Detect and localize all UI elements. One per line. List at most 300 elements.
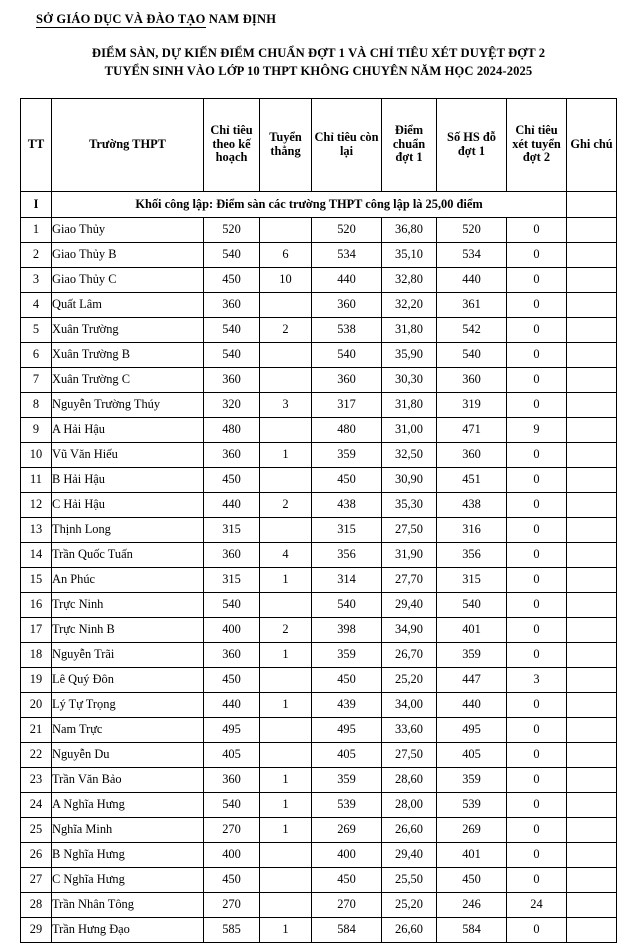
column-header-quota2: Chỉ tiêu xét tuyển đợt 2 [507, 98, 567, 191]
cell-plan-quota: 540 [204, 592, 260, 617]
cell-cutoff-score: 29,40 [382, 592, 437, 617]
cell-remaining-quota: 356 [312, 542, 382, 567]
cell-remaining-quota: 398 [312, 617, 382, 642]
cell-round2-quota: 0 [507, 492, 567, 517]
cell-cutoff-score: 27,70 [382, 567, 437, 592]
column-header-note: Ghi chú [567, 98, 617, 191]
cell-students-passed: 359 [437, 767, 507, 792]
cell-students-passed: 269 [437, 817, 507, 842]
cell-school-name: Quất Lâm [52, 292, 204, 317]
column-header-passed: Số HS đỗ đợt 1 [437, 98, 507, 191]
cell-note [567, 417, 617, 442]
cell-students-passed: 542 [437, 317, 507, 342]
cell-cutoff-score: 25,50 [382, 867, 437, 892]
cell-remaining-quota: 450 [312, 667, 382, 692]
cell-direct-admission [260, 592, 312, 617]
cell-school-name: C Hải Hậu [52, 492, 204, 517]
cell-plan-quota: 540 [204, 792, 260, 817]
cell-school-name: Lý Tự Trọng [52, 692, 204, 717]
cell-direct-admission: 1 [260, 442, 312, 467]
table-body [21, 191, 617, 942]
cell-direct-admission: 4 [260, 542, 312, 567]
cell-remaining-quota: 405 [312, 742, 382, 767]
cell-students-passed: 360 [437, 367, 507, 392]
cell-plan-quota: 360 [204, 642, 260, 667]
cell-school-name: Xuân Trường B [52, 342, 204, 367]
cell-cutoff-score: 27,50 [382, 742, 437, 767]
table-row [21, 592, 617, 617]
cell-students-passed: 315 [437, 567, 507, 592]
cell-tt: 17 [21, 617, 52, 642]
table-row [21, 742, 617, 767]
cell-tt: 22 [21, 742, 52, 767]
cell-tt: 5 [21, 317, 52, 342]
cell-direct-admission: 2 [260, 492, 312, 517]
section-row [21, 191, 617, 217]
cell-direct-admission [260, 367, 312, 392]
cell-note [567, 917, 617, 942]
cell-round2-quota: 0 [507, 442, 567, 467]
cell-tt: 6 [21, 342, 52, 367]
cell-round2-quota: 0 [507, 542, 567, 567]
cell-round2-quota: 0 [507, 842, 567, 867]
cell-direct-admission [260, 742, 312, 767]
cell-tt: 20 [21, 692, 52, 717]
document-title-line-1: ĐIỂM SÀN, DỰ KIẾN ĐIỂM CHUẨN ĐỢT 1 VÀ CHỈ TIÊU XÉT DUYỆT ĐỢT 2 [91, 46, 546, 60]
cell-students-passed: 440 [437, 692, 507, 717]
cell-school-name: C Nghĩa Hưng [52, 867, 204, 892]
cell-direct-admission [260, 217, 312, 242]
cell-remaining-quota: 540 [312, 592, 382, 617]
table-row [21, 442, 617, 467]
cell-plan-quota: 450 [204, 267, 260, 292]
cell-school-name: Trần Quốc Tuấn [52, 542, 204, 567]
cell-students-passed: 319 [437, 392, 507, 417]
cell-plan-quota: 520 [204, 217, 260, 242]
cell-students-passed: 246 [437, 892, 507, 917]
cell-tt: 24 [21, 792, 52, 817]
cell-students-passed: 447 [437, 667, 507, 692]
table-row [21, 892, 617, 917]
cell-note [567, 517, 617, 542]
cell-direct-admission [260, 842, 312, 867]
cell-tt: 19 [21, 667, 52, 692]
cell-direct-admission: 1 [260, 917, 312, 942]
cell-round2-quota: 0 [507, 342, 567, 367]
cell-direct-admission [260, 517, 312, 542]
cell-cutoff-score: 28,60 [382, 767, 437, 792]
table-row [21, 492, 617, 517]
cell-school-name: An Phúc [52, 567, 204, 592]
cell-students-passed: 440 [437, 267, 507, 292]
cell-students-passed: 539 [437, 792, 507, 817]
cell-direct-admission: 1 [260, 567, 312, 592]
table-row [21, 517, 617, 542]
cell-cutoff-score: 26,60 [382, 817, 437, 842]
table-row [21, 217, 617, 242]
cell-remaining-quota: 534 [312, 242, 382, 267]
column-header-plan: Chỉ tiêu theo kế hoạch [204, 98, 260, 191]
issuing-authority-underlined: SỞ GIÁO DỤC VÀ ĐÀO TẠO [36, 12, 206, 26]
cell-remaining-quota: 439 [312, 692, 382, 717]
cell-students-passed: 495 [437, 717, 507, 742]
table-row [21, 917, 617, 942]
section-index: I [21, 191, 52, 217]
cell-remaining-quota: 359 [312, 442, 382, 467]
cell-note [567, 567, 617, 592]
cell-tt: 8 [21, 392, 52, 417]
cell-cutoff-score: 32,50 [382, 442, 437, 467]
cell-remaining-quota: 359 [312, 642, 382, 667]
cell-remaining-quota: 400 [312, 842, 382, 867]
cell-round2-quota: 0 [507, 592, 567, 617]
cell-direct-admission: 1 [260, 817, 312, 842]
cell-students-passed: 401 [437, 617, 507, 642]
cell-direct-admission: 10 [260, 267, 312, 292]
cell-note [567, 767, 617, 792]
cell-tt: 28 [21, 892, 52, 917]
cell-tt: 11 [21, 467, 52, 492]
cell-note [567, 692, 617, 717]
cell-school-name: Nguyễn Trãi [52, 642, 204, 667]
cell-cutoff-score: 34,00 [382, 692, 437, 717]
cell-cutoff-score: 35,90 [382, 342, 437, 367]
cell-students-passed: 360 [437, 442, 507, 467]
cell-cutoff-score: 36,80 [382, 217, 437, 242]
cell-plan-quota: 440 [204, 492, 260, 517]
cell-round2-quota: 0 [507, 717, 567, 742]
cell-school-name: A Nghĩa Hưng [52, 792, 204, 817]
cell-direct-admission [260, 342, 312, 367]
cell-direct-admission [260, 667, 312, 692]
cell-school-name: Vũ Văn Hiếu [52, 442, 204, 467]
cell-remaining-quota: 315 [312, 517, 382, 542]
cell-tt: 7 [21, 367, 52, 392]
cell-note [567, 217, 617, 242]
cell-students-passed: 451 [437, 467, 507, 492]
cell-remaining-quota: 584 [312, 917, 382, 942]
issuing-authority [0, 0, 637, 27]
cell-direct-admission: 3 [260, 392, 312, 417]
cell-note [567, 267, 617, 292]
column-header-remain: Chỉ tiêu còn lại [312, 98, 382, 191]
cell-note [567, 292, 617, 317]
cell-round2-quota: 0 [507, 817, 567, 842]
cell-note [567, 667, 617, 692]
cell-plan-quota: 315 [204, 517, 260, 542]
cell-school-name: Thịnh Long [52, 517, 204, 542]
cell-plan-quota: 405 [204, 742, 260, 767]
column-header-tt: TT [21, 98, 52, 191]
cell-round2-quota: 0 [507, 617, 567, 642]
cell-note [567, 892, 617, 917]
cell-plan-quota: 450 [204, 867, 260, 892]
cell-direct-admission [260, 867, 312, 892]
cell-school-name: B Hải Hậu [52, 467, 204, 492]
cell-school-name: Lê Quý Đôn [52, 667, 204, 692]
cell-school-name: Xuân Trường C [52, 367, 204, 392]
table-row [21, 842, 617, 867]
cell-cutoff-score: 26,70 [382, 642, 437, 667]
table-head [21, 98, 617, 191]
cell-tt: 2 [21, 242, 52, 267]
cell-direct-admission: 1 [260, 767, 312, 792]
cell-tt: 16 [21, 592, 52, 617]
cell-remaining-quota: 538 [312, 317, 382, 342]
cell-direct-admission [260, 467, 312, 492]
cell-students-passed: 401 [437, 842, 507, 867]
cell-remaining-quota: 360 [312, 367, 382, 392]
cell-school-name: Nghĩa Minh [52, 817, 204, 842]
column-header-score: Điểm chuẩn đợt 1 [382, 98, 437, 191]
cell-tt: 13 [21, 517, 52, 542]
cell-plan-quota: 440 [204, 692, 260, 717]
table-row [21, 667, 617, 692]
cell-remaining-quota: 270 [312, 892, 382, 917]
cell-direct-admission: 2 [260, 617, 312, 642]
cell-students-passed: 356 [437, 542, 507, 567]
cell-students-passed: 405 [437, 742, 507, 767]
cell-cutoff-score: 33,60 [382, 717, 437, 742]
cell-round2-quota: 9 [507, 417, 567, 442]
cell-cutoff-score: 25,20 [382, 892, 437, 917]
table-row [21, 392, 617, 417]
cell-round2-quota: 0 [507, 467, 567, 492]
cell-note [567, 492, 617, 517]
cell-students-passed: 471 [437, 417, 507, 442]
cell-note [567, 742, 617, 767]
table-row [21, 242, 617, 267]
cell-direct-admission: 1 [260, 692, 312, 717]
cell-school-name: Giao Thủy [52, 217, 204, 242]
cell-round2-quota: 0 [507, 267, 567, 292]
cell-note [567, 317, 617, 342]
cell-round2-quota: 0 [507, 292, 567, 317]
document-title-line-2: TUYỂN SINH VÀO LỚP 10 THPT KHÔNG CHUYÊN NĂM HỌC 2024-2025 [104, 64, 533, 79]
cell-direct-admission [260, 292, 312, 317]
cell-tt: 29 [21, 917, 52, 942]
cell-plan-quota: 540 [204, 342, 260, 367]
table-row [21, 767, 617, 792]
cell-school-name: Nguyễn Trường Thúy [52, 392, 204, 417]
cell-note [567, 842, 617, 867]
cell-direct-admission: 6 [260, 242, 312, 267]
cell-school-name: Trực Ninh [52, 592, 204, 617]
cell-tt: 9 [21, 417, 52, 442]
cell-school-name: Giao Thủy C [52, 267, 204, 292]
cell-remaining-quota: 495 [312, 717, 382, 742]
cell-note [567, 342, 617, 367]
cell-remaining-quota: 520 [312, 217, 382, 242]
cell-direct-admission [260, 717, 312, 742]
cell-school-name: Trần Nhân Tông [52, 892, 204, 917]
cell-remaining-quota: 450 [312, 467, 382, 492]
cell-plan-quota: 540 [204, 242, 260, 267]
cell-plan-quota: 360 [204, 292, 260, 317]
cell-direct-admission: 1 [260, 792, 312, 817]
admission-table [20, 98, 617, 943]
table-header-row [21, 98, 617, 191]
cell-school-name: Trần Văn Bảo [52, 767, 204, 792]
cell-school-name: Nguyễn Du [52, 742, 204, 767]
cell-note [567, 442, 617, 467]
cell-students-passed: 540 [437, 592, 507, 617]
cell-round2-quota: 0 [507, 867, 567, 892]
cell-tt: 14 [21, 542, 52, 567]
cell-plan-quota: 270 [204, 817, 260, 842]
cell-tt: 23 [21, 767, 52, 792]
cell-note [567, 542, 617, 567]
cell-remaining-quota: 440 [312, 267, 382, 292]
cell-round2-quota: 0 [507, 792, 567, 817]
cell-tt: 12 [21, 492, 52, 517]
cell-plan-quota: 360 [204, 767, 260, 792]
cell-plan-quota: 400 [204, 842, 260, 867]
cell-round2-quota: 0 [507, 692, 567, 717]
cell-tt: 27 [21, 867, 52, 892]
cell-plan-quota: 450 [204, 667, 260, 692]
table-row [21, 867, 617, 892]
cell-remaining-quota: 269 [312, 817, 382, 842]
cell-round2-quota: 0 [507, 317, 567, 342]
cell-school-name: A Hải Hậu [52, 417, 204, 442]
cell-note [567, 467, 617, 492]
section-label: Khối công lập: Điểm sàn các trường THPT công lập là 25,00 điểm [52, 191, 567, 217]
cell-cutoff-score: 35,10 [382, 242, 437, 267]
cell-cutoff-score: 32,20 [382, 292, 437, 317]
cell-tt: 21 [21, 717, 52, 742]
cell-school-name: B Nghĩa Hưng [52, 842, 204, 867]
cell-round2-quota: 0 [507, 242, 567, 267]
cell-round2-quota: 0 [507, 917, 567, 942]
cell-students-passed: 584 [437, 917, 507, 942]
cell-school-name: Trần Hưng Đạo [52, 917, 204, 942]
cell-plan-quota: 320 [204, 392, 260, 417]
cell-plan-quota: 315 [204, 567, 260, 592]
cell-cutoff-score: 26,60 [382, 917, 437, 942]
cell-remaining-quota: 540 [312, 342, 382, 367]
cell-school-name: Trực Ninh B [52, 617, 204, 642]
cell-note [567, 817, 617, 842]
cell-note [567, 642, 617, 667]
cell-students-passed: 520 [437, 217, 507, 242]
cell-remaining-quota: 317 [312, 392, 382, 417]
cell-cutoff-score: 32,80 [382, 267, 437, 292]
table-row [21, 342, 617, 367]
cell-tt: 26 [21, 842, 52, 867]
cell-cutoff-score: 34,90 [382, 617, 437, 642]
cell-plan-quota: 360 [204, 442, 260, 467]
cell-cutoff-score: 31,00 [382, 417, 437, 442]
cell-note [567, 367, 617, 392]
cell-note [567, 392, 617, 417]
cell-plan-quota: 360 [204, 367, 260, 392]
column-header-school: Trường THPT [52, 98, 204, 191]
cell-note [567, 592, 617, 617]
table-row [21, 567, 617, 592]
table-row [21, 617, 617, 642]
cell-tt: 10 [21, 442, 52, 467]
cell-remaining-quota: 438 [312, 492, 382, 517]
cell-plan-quota: 400 [204, 617, 260, 642]
cell-students-passed: 540 [437, 342, 507, 367]
table-row [21, 367, 617, 392]
cell-note [567, 792, 617, 817]
cell-round2-quota: 0 [507, 742, 567, 767]
cell-plan-quota: 585 [204, 917, 260, 942]
cell-plan-quota: 480 [204, 417, 260, 442]
cell-round2-quota: 0 [507, 567, 567, 592]
cell-plan-quota: 540 [204, 317, 260, 342]
cell-cutoff-score: 35,30 [382, 492, 437, 517]
cell-note [567, 242, 617, 267]
cell-direct-admission: 1 [260, 642, 312, 667]
cell-cutoff-score: 31,80 [382, 317, 437, 342]
table-row [21, 317, 617, 342]
cell-note [567, 617, 617, 642]
cell-cutoff-score: 31,90 [382, 542, 437, 567]
cell-tt: 15 [21, 567, 52, 592]
table-row [21, 542, 617, 567]
cell-school-name: Nam Trực [52, 717, 204, 742]
issuing-authority-suffix: NAM ĐỊNH [205, 12, 277, 26]
table-row [21, 792, 617, 817]
table-row [21, 642, 617, 667]
section-note-cell [567, 191, 617, 217]
cell-students-passed: 534 [437, 242, 507, 267]
cell-round2-quota: 0 [507, 642, 567, 667]
table-row [21, 267, 617, 292]
cell-cutoff-score: 25,20 [382, 667, 437, 692]
cell-direct-admission: 2 [260, 317, 312, 342]
cell-direct-admission [260, 892, 312, 917]
cell-round2-quota: 0 [507, 217, 567, 242]
cell-remaining-quota: 450 [312, 867, 382, 892]
cell-plan-quota: 495 [204, 717, 260, 742]
cell-tt: 25 [21, 817, 52, 842]
cell-note [567, 717, 617, 742]
cell-remaining-quota: 480 [312, 417, 382, 442]
cell-students-passed: 438 [437, 492, 507, 517]
cell-students-passed: 359 [437, 642, 507, 667]
cell-cutoff-score: 29,40 [382, 842, 437, 867]
cell-round2-quota: 24 [507, 892, 567, 917]
table-row [21, 717, 617, 742]
cell-remaining-quota: 314 [312, 567, 382, 592]
cell-school-name: Xuân Trường [52, 317, 204, 342]
cell-plan-quota: 450 [204, 467, 260, 492]
cell-round2-quota: 3 [507, 667, 567, 692]
cell-students-passed: 361 [437, 292, 507, 317]
cell-round2-quota: 0 [507, 517, 567, 542]
cell-cutoff-score: 30,30 [382, 367, 437, 392]
cell-note [567, 867, 617, 892]
cell-tt: 4 [21, 292, 52, 317]
cell-round2-quota: 0 [507, 367, 567, 392]
cell-plan-quota: 270 [204, 892, 260, 917]
cell-plan-quota: 360 [204, 542, 260, 567]
cell-remaining-quota: 360 [312, 292, 382, 317]
cell-cutoff-score: 30,90 [382, 467, 437, 492]
cell-round2-quota: 0 [507, 392, 567, 417]
cell-round2-quota: 0 [507, 767, 567, 792]
table-row [21, 292, 617, 317]
cell-tt: 1 [21, 217, 52, 242]
table-row [21, 692, 617, 717]
cell-students-passed: 450 [437, 867, 507, 892]
cell-direct-admission [260, 417, 312, 442]
cell-tt: 18 [21, 642, 52, 667]
